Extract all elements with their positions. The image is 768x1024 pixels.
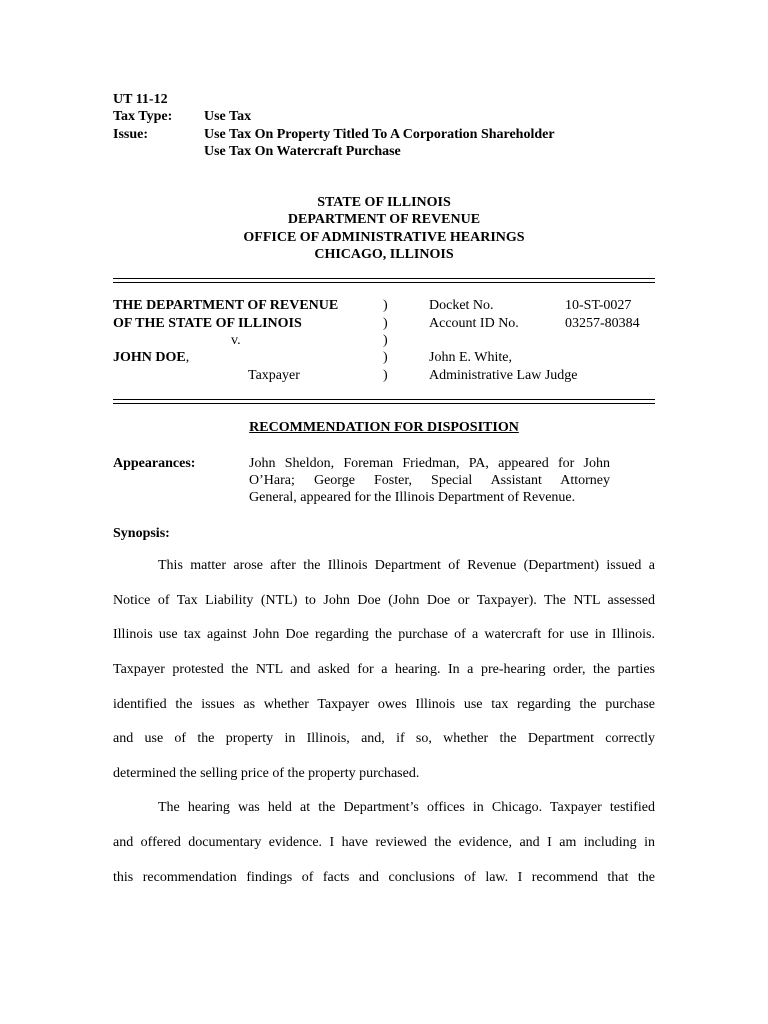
issue-2: Use Tax On Watercraft Purchase	[204, 144, 401, 159]
docket-label: Docket No.	[429, 298, 494, 313]
caption-paren: )	[383, 298, 388, 313]
judge-title: Administrative Law Judge	[429, 368, 578, 383]
case-number-text: UT 11-12	[113, 92, 168, 107]
agency-state: STATE OF ILLINOIS	[317, 195, 451, 210]
appearances-line-1: John Sheldon, Foreman Friedman, PA, appeared for John	[249, 456, 610, 471]
document-title	[0, 419, 768, 436]
caption-defendant-comma: ,	[185, 350, 190, 365]
caption-defendant-name: JOHN DOE	[113, 350, 186, 365]
appearances-text	[249, 455, 610, 506]
caption-defendant	[113, 349, 189, 366]
tax-type-label: Tax Type:	[113, 109, 173, 124]
synopsis-p1-line: determined the selling price of the property purchased.	[113, 766, 420, 781]
caption-paren: )	[383, 333, 388, 348]
caption-paren: )	[383, 368, 388, 383]
divider-top-1	[113, 278, 655, 279]
synopsis-p1-line: and use of the property in Illinois, and, if so, whether the Department correctly	[113, 731, 655, 746]
judge-name: John E. White,	[429, 350, 512, 365]
synopsis-p1-line: Notice of Tax Liability (NTL) to John Doe (John Doe or Taxpayer). The NTL assessed	[113, 593, 655, 608]
caption-plaintiff-1: THE DEPARTMENT OF REVENUE	[113, 298, 339, 313]
divider-bottom-1	[113, 399, 655, 400]
synopsis-p2-line: and offered documentary evidence. I have reviewed the evidence, and I am including in	[113, 835, 655, 850]
account-value: 03257-80384	[565, 316, 640, 331]
caption-versus: v.	[231, 333, 241, 348]
divider-top-2	[113, 282, 655, 283]
appearances-label: Appearances:	[113, 456, 196, 471]
appearances-line-3: General, appeared for the Illinois Department of Revenue.	[249, 490, 576, 505]
issue-label: Issue:	[113, 127, 149, 142]
appearances-line-2: O’Hara; George Foster, Special Assistant Attorney	[249, 473, 610, 488]
synopsis-p1-line: This matter arose after the Illinois Department of Revenue (Department) issued a	[158, 558, 655, 573]
synopsis-heading: Synopsis:	[113, 526, 170, 541]
agency-city: CHICAGO, ILLINOIS	[314, 247, 454, 262]
synopsis-p2-line: this recommendation findings of facts and conclusions of law. I recommend that the	[113, 870, 655, 885]
synopsis-p1-line: Taxpayer protested the NTL and asked for a hearing. In a pre-hearing order, the parties	[113, 662, 655, 677]
caption-paren: )	[383, 316, 388, 331]
caption-plaintiff-2: OF THE STATE OF ILLINOIS	[113, 316, 302, 331]
divider-bottom-2	[113, 403, 655, 404]
document-title-text: RECOMMENDATION FOR DISPOSITION	[249, 420, 519, 435]
agency-office: OFFICE OF ADMINISTRATIVE HEARINGS	[243, 230, 525, 245]
caption-paren: )	[383, 350, 388, 365]
agency-department: DEPARTMENT OF REVENUE	[287, 212, 481, 227]
caption-taxpayer: Taxpayer	[248, 368, 300, 383]
tax-type-value: Use Tax	[204, 109, 252, 124]
synopsis-p1-line: Illinois use tax against John Doe regarding the purchase of a watercraft for use in Illinois.	[113, 627, 655, 642]
account-label: Account ID No.	[429, 316, 519, 331]
issue-1: Use Tax On Property Titled To A Corporation Shareholder	[204, 127, 555, 142]
synopsis-p2-line: The hearing was held at the Department’s offices in Chicago. Taxpayer testified	[158, 800, 655, 815]
synopsis-p1-line: identified the issues as whether Taxpayer owes Illinois use tax regarding the purchase	[113, 697, 655, 712]
docket-value: 10-ST-0027	[565, 298, 632, 313]
